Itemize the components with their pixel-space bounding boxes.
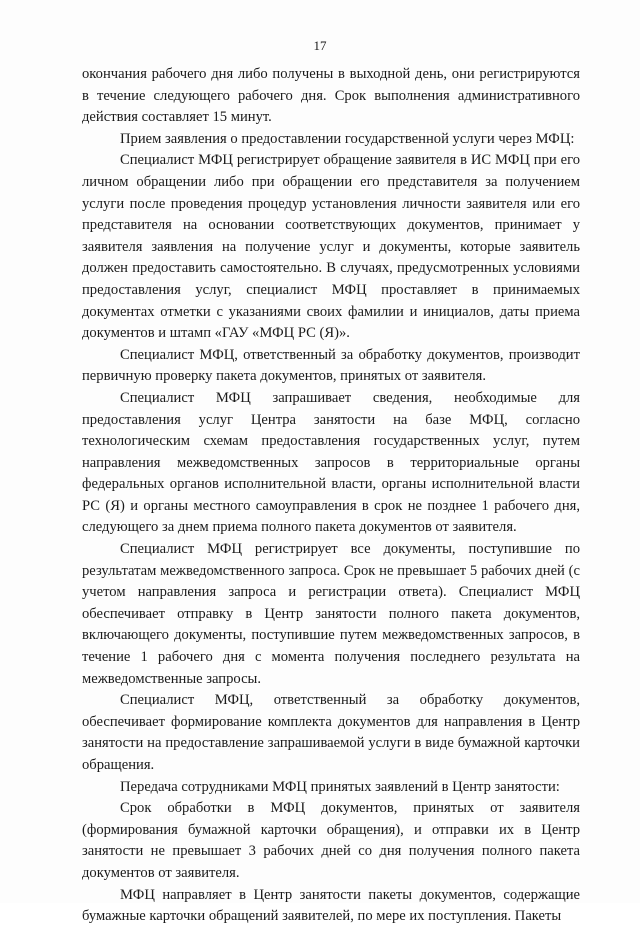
- paragraph-8: Передача сотрудниками МФЦ принятых заявлений в Центр занятости:: [120, 778, 560, 795]
- document-body: [82, 64, 580, 928]
- paragraph-3: Специалист МФЦ регистрирует обращение заявителя в ИС МФЦ при его личном обращении либо при обращении его представителя за получением услуги после проведения процедур установления личности заявителя или его представителя на основании соответствующих документов, принимает у заявителя заявления на получение услуг и документы, которые заявитель должен предоставить самостоятельно. В случаях, предусмотренных условиями предоставления услуг, специалист МФЦ проставляет в принимаемых документах отметки с указаниями своих фамилии и инициалов, даты приема документов и штамп «ГАУ «МФЦ РС (Я)».: [82, 152, 580, 342]
- paragraph-1: окончания рабочего дня либо получены в выходной день, они регистрируются в течение следующего рабочего дня. Срок выполнения административного действия составляет 15 минут.: [82, 66, 580, 126]
- paragraph-7: Специалист МФЦ, ответственный за обработку документов, обеспечивает формирование комплекта документов для направления в Центр занятости на предоставление запрашиваемой услуги в виде бумажной карточки обращения.: [82, 692, 580, 773]
- paragraph-2: Прием заявления о предоставлении государственной услуги через МФЦ:: [120, 130, 575, 147]
- paragraph-10: МФЦ направляет в Центр занятости пакеты документов, содержащие бумажные карточки обращений заявителей, по мере их поступления. Пакеты: [82, 886, 580, 925]
- paragraph-4: Специалист МФЦ, ответственный за обработку документов, производит первичную проверку пакета документов, принятых от заявителя.: [82, 346, 580, 385]
- paragraph-5: Специалист МФЦ запрашивает сведения, необходимые для предоставления услуг Центра занятости на базе МФЦ, согласно технологическим схемам предоставления государственных услуг, путем направления межведомственных запросов в территориальные органы федеральных органов исполнительной власти, органы исполнительной власти РС (Я) и органы местного самоуправления в срок не позднее 1 рабочего дня, следующего за днем приема полного пакета документов от заявителя.: [82, 389, 580, 536]
- paragraph-6: Специалист МФЦ регистрирует все документы, поступившие по результатам межведомственного запроса. Срок не превышает 5 рабочих дней (с учетом направления запроса и регистрации ответа). Специалист МФЦ обеспечивает отправку в Центр занятости полного пакета документов, включающего документы, поступившие путем межведомственных запросов, в течение 1 рабочего дня с момента получения последнего результата на межведомственные запросы.: [82, 541, 580, 687]
- page-number: 17: [313, 38, 327, 53]
- paragraph-9: Срок обработки в МФЦ документов, принятых от заявителя (формирования бумажной карточки обращения), и отправки их в Центр занятости не превышает 3 рабочих дней со дня получения полного пакета документов от заявителя.: [82, 800, 580, 881]
